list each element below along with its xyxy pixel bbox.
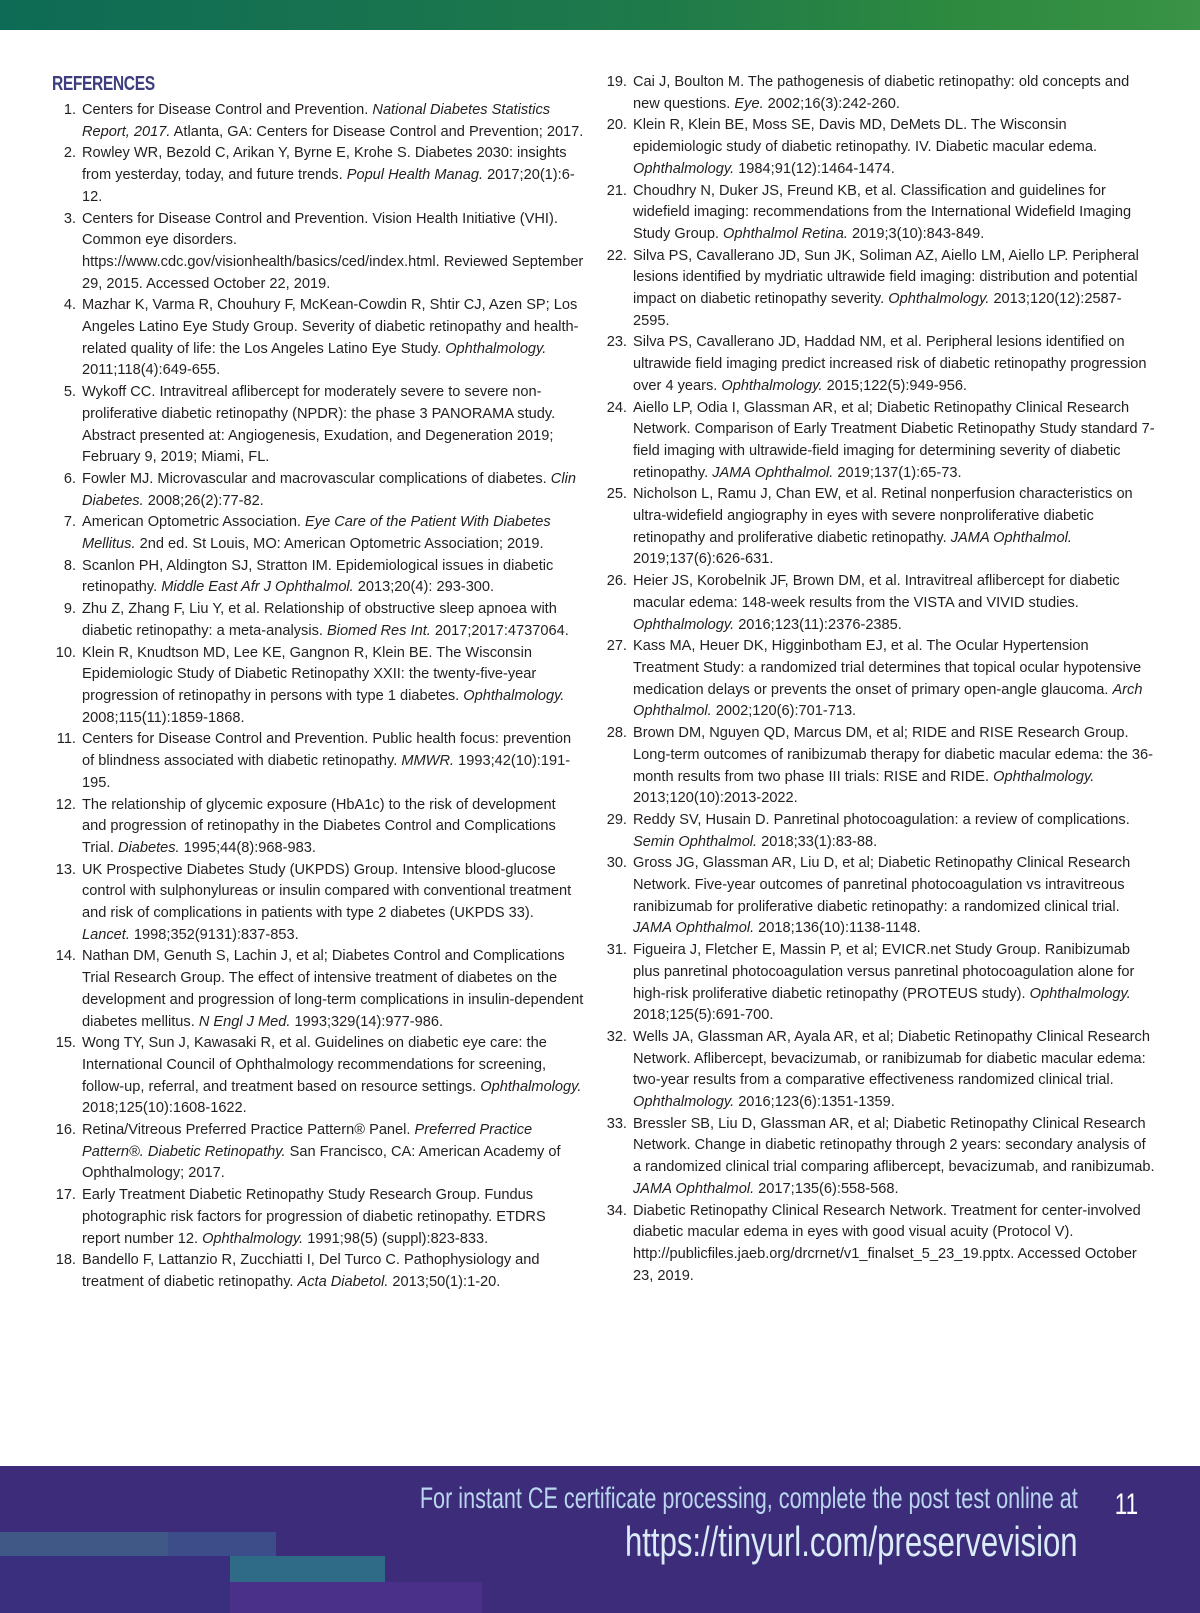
reference-text-part: Aiello LP, Odia I, Glassman AR, et al; Diabetic Retinopathy Clinical Research Network. Comparison of Early Treatment Diabetic Retinopathy Study standard 7-field imaging with ultrawide-field imaging for determining severity of diabetic retinopathy. bbox=[633, 399, 1155, 481]
reference-item bbox=[603, 246, 1155, 333]
reference-source-italic: Ophthalmology. bbox=[633, 160, 735, 177]
reference-text-part: Reddy SV, Husain D. Panretinal photocoagulation: a review of complications. bbox=[633, 811, 1130, 828]
reference-item bbox=[603, 853, 1155, 940]
reference-item bbox=[52, 382, 584, 469]
reference-text-part: Silva PS, Cavallerano JD, Sun JK, Soliman AZ, Aiello LM, Aiello LP. Peripheral lesions identified by mydriatic ultrawide field imaging: distribution and potential impact on diabetic retinopathy severity. bbox=[633, 247, 1139, 308]
reference-text-part: Cai J, Boulton M. The pathogenesis of diabetic retinopathy: old concepts and new questions. bbox=[633, 74, 1130, 112]
reference-text bbox=[633, 940, 1155, 1027]
reference-text-part: Scanlon PH, Aldington SJ, Stratton IM. Epidemiological issues in diabetic retinopathy. bbox=[82, 557, 554, 596]
reference-text-part: 2011;118(4):649-655. bbox=[82, 362, 221, 379]
reference-text-part: Centers for Disease Control and Prevention. Public health focus: prevention of blindness associated with diabetic retinopathy. bbox=[82, 731, 572, 770]
reference-source-italic: Lancet. bbox=[82, 926, 130, 943]
reference-source-italic: Arch Ophthalmol. bbox=[633, 681, 1143, 720]
reference-number: 21. bbox=[606, 182, 627, 199]
reference-text bbox=[82, 100, 584, 143]
reference-text-part: Figueira J, Fletcher E, Massin P, et al; EVICR.net Study Group. Ranibizumab plus panretinal photocoagulation versus panretinal photocoagulation alone for high-risk proliferative diabetic retinopathy (PROTEUS study). bbox=[633, 942, 1135, 1002]
top-color-band bbox=[0, 0, 1200, 30]
reference-item bbox=[603, 1114, 1155, 1201]
reference-text bbox=[633, 72, 1155, 115]
reference-number: 16. bbox=[55, 1122, 76, 1139]
reference-source-italic: Ophthalmology. bbox=[445, 340, 547, 357]
reference-text-part: 1995;44(8):968-983. bbox=[179, 839, 316, 856]
reference-source-italic: MMWR. bbox=[401, 753, 455, 770]
reference-text-part: 2002;16(3):242-260. bbox=[763, 95, 900, 112]
reference-text bbox=[82, 209, 584, 296]
reference-number: 19. bbox=[606, 74, 627, 90]
reference-text bbox=[82, 382, 584, 469]
reference-number: 26. bbox=[606, 573, 627, 590]
reference-text-part: 2019;137(6):626-631. bbox=[633, 551, 774, 568]
reference-number: 17. bbox=[55, 1187, 76, 1204]
reference-text-part: 2017;135(6):558-568. bbox=[754, 1180, 899, 1197]
reference-text-part: Kass MA, Heuer DK, Higginbotham EJ, et al. The Ocular Hypertension Treatment Study: a randomized trial determines that topical ocular hypotensive medication delays or prevents the onset of primary open-angle glaucoma. bbox=[633, 638, 1142, 698]
reference-number: 23. bbox=[606, 334, 627, 351]
reference-text-part: 1998;352(9131):837-853. bbox=[129, 926, 299, 943]
reference-text bbox=[82, 860, 584, 947]
left-column bbox=[52, 70, 584, 1294]
reference-item bbox=[603, 484, 1155, 571]
reference-number: 20. bbox=[606, 117, 627, 134]
reference-number: 12. bbox=[55, 796, 76, 813]
reference-source-italic: Preferred Practice Pattern®. Diabetic Retinopathy. bbox=[82, 1122, 533, 1160]
reference-text-part: Wykoff CC. Intravitreal aflibercept for moderately severe to severe non-proliferative diabetic retinopathy (NPDR): the phase 3 PANORAMA study. Abstract presented at: Angiogenesis, Exudation, and Degeneration 2019; February 9, 2019; Miami, FL. bbox=[82, 384, 556, 466]
post-test-url-link[interactable]: https://tinyurl.com/preservevision bbox=[625, 1518, 1078, 1565]
reference-text bbox=[633, 853, 1155, 940]
reference-item bbox=[603, 115, 1155, 180]
reference-source-italic: JAMA Ophthalmol. bbox=[712, 464, 834, 481]
reference-text-part: Brown DM, Nguyen QD, Marcus DM, et al; RIDE and RISE Research Group. Long-term outcomes of ranibizumab therapy for diabetic macular edema: the 36-month results from two phase III trials: RISE and RIDE. bbox=[633, 725, 1153, 785]
reference-number: 8. bbox=[63, 557, 76, 574]
reference-text bbox=[633, 1114, 1155, 1201]
reference-text-part: Atlanta, GA: Centers for Disease Control and Prevention; 2017. bbox=[170, 123, 584, 140]
reference-text-part: 2018;136(10):1138-1148. bbox=[754, 920, 921, 937]
reference-number: 4. bbox=[63, 297, 76, 314]
reference-number: 1. bbox=[63, 102, 76, 118]
reference-text bbox=[82, 946, 584, 1033]
reference-text bbox=[633, 246, 1155, 333]
reference-text-part: 1991;98(5) (suppl):823-833. bbox=[303, 1230, 489, 1247]
reference-item bbox=[52, 469, 584, 512]
decor-block bbox=[168, 1532, 276, 1556]
reference-text-part: Silva PS, Cavallerano JD, Haddad NM, et al. Peripheral lesions identified on ultrawide field imaging predict increased risk of diabetic retinopathy progression over 4 years. bbox=[633, 334, 1147, 394]
reference-text-part: 2002;120(6):701-713. bbox=[711, 703, 857, 720]
reference-text-part: 2018;33(1):83-88. bbox=[757, 833, 878, 850]
reference-item bbox=[603, 810, 1155, 853]
reference-text-part: Centers for Disease Control and Prevention. bbox=[82, 102, 373, 118]
reference-text bbox=[82, 295, 584, 382]
reference-source-italic: JAMA Ophthalmol. bbox=[950, 529, 1072, 546]
reference-source-italic: Ophthalmology. bbox=[202, 1230, 304, 1247]
reference-item bbox=[603, 940, 1155, 1027]
reference-item bbox=[52, 209, 584, 296]
reference-text-part: Bressler SB, Liu D, Glassman AR, et al; Diabetic Retinopathy Clinical Research Network. Change in diabetic retinopathy through 2 years: secondary analysis of a randomized clinical trial comparing aflibercept, bevacizumab, and ranibizumab. bbox=[633, 1115, 1155, 1176]
reference-item bbox=[52, 295, 584, 382]
reference-text-part: Choudhry N, Duker JS, Freund KB, et al. Classification and guidelines for widefield imaging: recommendations from the International Widefield Imaging Study Group. bbox=[633, 182, 1132, 242]
reference-text-part: 2018;125(10):1608-1622. bbox=[82, 1100, 247, 1117]
reference-source-italic: Ophthalmology. bbox=[1029, 985, 1131, 1002]
reference-item bbox=[52, 946, 584, 1033]
reference-text-part: 2017;2017:4737064. bbox=[430, 622, 569, 639]
reference-number: 13. bbox=[55, 861, 76, 878]
reference-source-italic: Eye. bbox=[734, 95, 764, 112]
reference-item bbox=[52, 1120, 584, 1185]
reference-item bbox=[603, 1201, 1155, 1288]
reference-text-part: Rowley WR, Bezold C, Arikan Y, Byrne E, Krohe S. Diabetes 2030: insights from yesterday, today, and future trends. bbox=[82, 145, 567, 184]
reference-text bbox=[82, 512, 584, 555]
reference-text-part: Wells JA, Glassman AR, Ayala AR, et al; Diabetic Retinopathy Clinical Research Network. Aflibercept, bevacizumab, or ranibizumab for diabetic macular edema: two-year results from a comparative effectiveness randomized clinical trial. bbox=[633, 1028, 1150, 1089]
decor-block bbox=[230, 1556, 385, 1582]
reference-source-italic: JAMA Ophthalmol. bbox=[633, 920, 755, 937]
reference-text-part: Early Treatment Diabetic Retinopathy Study Research Group. Fundus photographic risk factors for progression of diabetic retinopathy. ETDRS report number 12. bbox=[82, 1187, 546, 1247]
reference-source-italic: National Diabetes Statistics Report, 2017. bbox=[82, 102, 551, 140]
reference-text-part: 2019;3(10):843-849. bbox=[847, 225, 985, 242]
reference-source-italic: Ophthalmology. bbox=[888, 291, 990, 308]
reference-text bbox=[82, 1250, 584, 1293]
reference-text bbox=[82, 1185, 584, 1250]
reference-item bbox=[52, 1185, 584, 1250]
reference-text bbox=[633, 181, 1155, 246]
reference-text-part: 1993;42(10):191-195. bbox=[82, 753, 571, 791]
decor-block bbox=[230, 1582, 482, 1613]
reference-text-part: 1993;329(14):977-986. bbox=[290, 1013, 444, 1030]
reference-item bbox=[603, 1027, 1155, 1114]
reference-item bbox=[52, 860, 584, 947]
reference-item bbox=[603, 398, 1155, 485]
reference-text-part: Fowler MJ. Microvascular and macrovascular complications of diabetes. bbox=[82, 470, 551, 487]
reference-item bbox=[52, 512, 584, 555]
reference-source-italic: Ophthalmology. bbox=[463, 687, 565, 704]
reference-text-part: Gross JG, Glassman AR, Liu D, et al; Diabetic Retinopathy Clinical Research Network. Five-year outcomes of panretinal photocoagulation vs intravitreous ranibizumab for proliferative diabetic retinopathy: a randomized clinical trial. bbox=[633, 855, 1131, 915]
reference-source-italic: Acta Diabetol. bbox=[297, 1273, 389, 1290]
reference-text bbox=[82, 729, 584, 794]
reference-text bbox=[633, 398, 1155, 485]
reference-text bbox=[633, 332, 1155, 397]
reference-item bbox=[603, 332, 1155, 397]
reference-text-part: 2nd ed. St Louis, MO: American Optometric Association; 2019. bbox=[135, 536, 544, 553]
reference-text-part: Zhu Z, Zhang F, Liu Y, et al. Relationship of obstructive sleep apnoea with diabetic retinopathy: a meta-analysis. bbox=[82, 601, 557, 639]
reference-text-part: The relationship of glycemic exposure (HbA1c) to the risk of development and progression of retinopathy in the Diabetes Control and Complications Trial. bbox=[82, 796, 556, 856]
references-columns bbox=[0, 70, 1200, 1445]
reference-text-part: American Optometric Association. bbox=[82, 514, 306, 531]
reference-number: 31. bbox=[606, 942, 627, 959]
reference-text-part: Bandello F, Lattanzio R, Zucchiatti I, Del Turco C. Pathophysiology and treatment of diabetic retinopathy. bbox=[82, 1252, 540, 1290]
reference-text bbox=[633, 723, 1155, 810]
reference-text bbox=[633, 1027, 1155, 1114]
reference-number: 24. bbox=[606, 399, 627, 416]
reference-number: 9. bbox=[63, 601, 76, 618]
reference-item bbox=[603, 571, 1155, 636]
reference-number: 28. bbox=[606, 725, 627, 742]
reference-text-part: Nicholson L, Ramu J, Chan EW, et al. Retinal nonperfusion characteristics on ultra-widefield angiography in eyes with severe nonproliferative diabetic retinopathy and proliferative diabetic retinopathy. bbox=[633, 486, 1133, 546]
right-column bbox=[603, 72, 1155, 1287]
references-heading: REFERENCES bbox=[52, 73, 155, 95]
reference-text bbox=[633, 115, 1155, 180]
reference-number: 27. bbox=[606, 638, 627, 655]
reference-item bbox=[603, 181, 1155, 246]
reference-text-part: Diabetic Retinopathy Clinical Research Network. Treatment for center-involved diabetic macular edema in eyes with good visual acuity (Protocol V). http://publicfiles.jaeb.org/drcrnet/v1_finalset_5_23_19.pptx. Accessed October 23, 2019. bbox=[633, 1202, 1141, 1284]
footer-instructions: For instant CE certificate processing, complete the post test online at bbox=[420, 1482, 1078, 1515]
reference-text-part: 2013;120(10):2013-2022. bbox=[633, 790, 798, 807]
reference-text-part: 1984;91(12):1464-1474. bbox=[734, 160, 895, 177]
reference-text bbox=[82, 643, 584, 730]
reference-source-italic: Ophthalmol Retina. bbox=[723, 225, 848, 242]
reference-text-part: 2013;50(1):1-20. bbox=[388, 1273, 501, 1290]
reference-text-part: Heier JS, Korobelnik JF, Brown DM, et al. Intravitreal aflibercept for diabetic macular edema: 148-week results from the VISTA and VIVID studies. bbox=[633, 573, 1120, 611]
reference-number: 22. bbox=[606, 247, 627, 264]
reference-text-part: 2018;125(5):691-700. bbox=[633, 1007, 774, 1024]
reference-text-part: Nathan DM, Genuth S, Lachin J, et al; Diabetes Control and Complications Trial Research Group. The effect of intensive treatment of diabetes on the development and progression of long-term complications in insulin-dependent diabetes mellitus. bbox=[82, 948, 584, 1030]
reference-item bbox=[52, 100, 584, 143]
reference-item bbox=[52, 1250, 584, 1293]
reference-text bbox=[82, 795, 584, 860]
reference-number: 7. bbox=[63, 514, 76, 531]
reference-text-part: 2013;20(4): 293-300. bbox=[353, 579, 495, 596]
reference-text-part: UK Prospective Diabetes Study (UKPDS) Group. Intensive blood-glucose control with sulphonylureas or insulin compared with conventional treatment and risk of complications in patients with type 2 diabetes (UKPDS 33). bbox=[82, 861, 572, 922]
reference-number: 2. bbox=[63, 145, 76, 162]
reference-text-part: Mazhar K, Varma R, Chouhury F, McKean-Cowdin R, Shtir CJ, Azen SP; Los Angeles Latino Eye Study Group. Severity of diabetic retinopathy and health-related quality of life: the Los Angeles Latino Eye Study. bbox=[82, 297, 579, 357]
reference-number: 25. bbox=[606, 486, 627, 503]
reference-source-italic: Diabetes. bbox=[117, 839, 180, 856]
decor-block bbox=[0, 1556, 230, 1613]
decor-block bbox=[0, 1532, 168, 1556]
reference-item bbox=[52, 143, 584, 208]
reference-item bbox=[52, 1033, 584, 1120]
reference-source-italic: Ophthalmology. bbox=[633, 1094, 735, 1111]
references-list-left bbox=[52, 100, 584, 1294]
reference-number: 15. bbox=[55, 1035, 76, 1052]
reference-number: 5. bbox=[63, 384, 76, 401]
references-list-right bbox=[603, 72, 1155, 1287]
reference-number: 34. bbox=[606, 1202, 627, 1219]
reference-text-part: 2019;137(1):65-73. bbox=[833, 464, 962, 481]
reference-text-part: 2017;20(1):6-12. bbox=[82, 167, 575, 205]
reference-number: 30. bbox=[606, 855, 627, 872]
reference-source-italic: Semin Ophthalmol. bbox=[633, 833, 758, 850]
reference-source-italic: Ophthalmology. bbox=[480, 1078, 582, 1095]
reference-text bbox=[633, 484, 1155, 571]
reference-source-italic: N Engl J Med. bbox=[198, 1013, 291, 1030]
reference-source-italic: Ophthalmology. bbox=[721, 377, 823, 394]
reference-item bbox=[52, 643, 584, 730]
reference-item bbox=[603, 723, 1155, 810]
reference-text-part: 2015;122(5):949-956. bbox=[822, 377, 967, 394]
reference-text bbox=[633, 636, 1155, 723]
reference-number: 29. bbox=[606, 811, 627, 828]
reference-text-part: Centers for Disease Control and Prevention. Vision Health Initiative (VHI). Common eye disorders. https://www.cdc.gov/visionhealth/basics/ced/index.html. Reviewed September 29, 2015. Accessed October 22, 2019. bbox=[82, 210, 584, 292]
footer-banner bbox=[0, 1466, 1200, 1613]
reference-source-italic: Popul Health Manag. bbox=[346, 167, 484, 184]
reference-source-italic: Ophthalmology. bbox=[993, 768, 1095, 785]
reference-number: 32. bbox=[606, 1028, 627, 1045]
reference-text bbox=[82, 599, 584, 642]
reference-source-italic: JAMA Ophthalmol. bbox=[633, 1180, 755, 1197]
reference-text-part: Klein R, Klein BE, Moss SE, Davis MD, DeMets DL. The Wisconsin epidemiologic study of diabetic retinopathy. IV. Diabetic macular edema. bbox=[633, 117, 1098, 156]
reference-text bbox=[82, 143, 584, 208]
reference-text-part: 2008;26(2):77-82. bbox=[143, 492, 264, 509]
reference-number: 14. bbox=[55, 948, 76, 965]
reference-text-part: Retina/Vitreous Preferred Practice Pattern® Panel. bbox=[82, 1122, 415, 1139]
reference-item bbox=[52, 729, 584, 794]
reference-source-italic: Biomed Res Int. bbox=[326, 622, 431, 639]
reference-text bbox=[82, 469, 584, 512]
reference-text bbox=[633, 1201, 1155, 1288]
reference-text bbox=[82, 1120, 584, 1185]
reference-text-part: 2016;123(11):2376-2385. bbox=[734, 616, 902, 633]
reference-source-italic: Ophthalmology. bbox=[633, 616, 735, 633]
reference-item bbox=[52, 795, 584, 860]
page-number: 11 bbox=[1114, 1488, 1138, 1521]
reference-number: 33. bbox=[606, 1115, 627, 1132]
reference-number: 6. bbox=[63, 470, 76, 487]
reference-text bbox=[633, 571, 1155, 636]
reference-text-part: Klein R, Knudtson MD, Lee KE, Gangnon R, Klein BE. The Wisconsin Epidemiologic Study of Diabetic Retinopathy XXII: the twenty-five-year progression of retinopathy in persons with type 1 diabetes. bbox=[82, 644, 537, 704]
reference-text-part: 2008;115(11):1859-1868. bbox=[82, 709, 245, 726]
reference-item bbox=[603, 72, 1155, 115]
reference-item bbox=[52, 599, 584, 642]
reference-number: 3. bbox=[63, 210, 76, 227]
reference-text bbox=[633, 810, 1155, 853]
reference-source-italic: Middle East Afr J Ophthalmol. bbox=[161, 579, 354, 596]
reference-text-part: 2016;123(6):1351-1359. bbox=[734, 1094, 895, 1111]
reference-number: 10. bbox=[55, 644, 76, 661]
reference-number: 18. bbox=[55, 1252, 76, 1269]
reference-source-italic: Clin Diabetes. bbox=[82, 470, 576, 509]
reference-text-part: San Francisco, CA: American Academy of Ophthalmology; 2017. bbox=[82, 1143, 561, 1182]
reference-source-italic: Eye Care of the Patient With Diabetes Mellitus. bbox=[82, 514, 551, 553]
reference-item bbox=[603, 636, 1155, 723]
reference-number: 11. bbox=[56, 731, 76, 748]
reference-text-part: 2013;120(12):2587-2595. bbox=[633, 291, 1122, 329]
reference-item bbox=[52, 556, 584, 599]
reference-text bbox=[82, 556, 584, 599]
reference-text-part: Wong TY, Sun J, Kawasaki R, et al. Guidelines on diabetic eye care: the International Council of Ophthalmology recommendations for screening, follow-up, referral, and treatment based on resource settings. bbox=[82, 1035, 547, 1095]
reference-text bbox=[82, 1033, 584, 1120]
